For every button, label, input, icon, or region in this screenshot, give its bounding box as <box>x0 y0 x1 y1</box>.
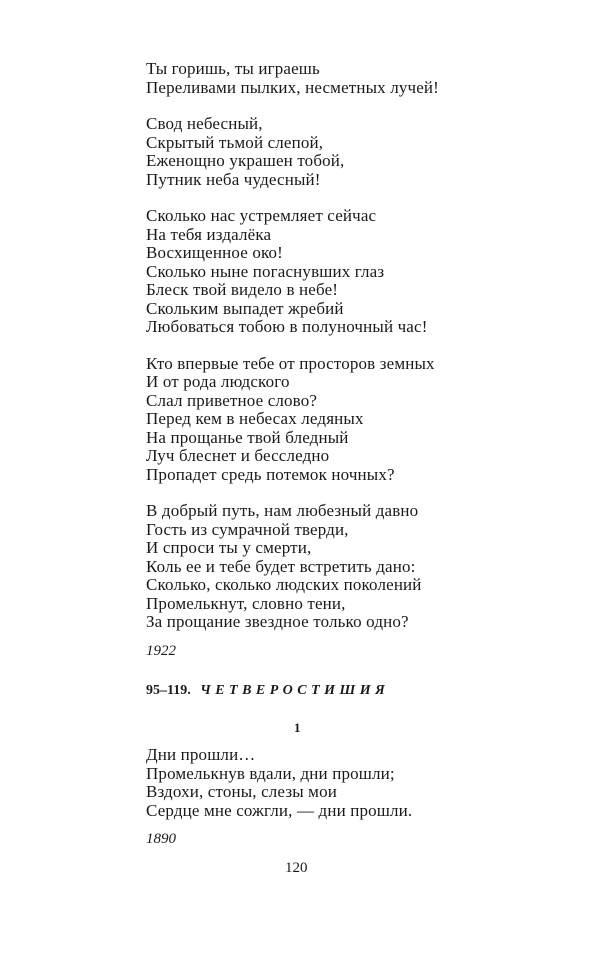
verse-line: Перед кем в небесах ледяных <box>146 409 364 428</box>
verse-line: Сколько, сколько людских поколений <box>146 575 422 594</box>
verse-line: Свод небесный, <box>146 114 263 133</box>
quatrain <box>146 746 506 820</box>
section-number-range: 95–119. <box>146 683 191 698</box>
verse-line: Промелькнув вдали, дни прошли; <box>146 763 395 783</box>
verse-line: Гость из сумрачной тверди, <box>146 519 349 539</box>
verse-line: И от рода людского <box>146 372 290 391</box>
verse-line: Пропадет средь потемок ночных? <box>146 464 395 484</box>
verse-line: И спроси ты у смерти, <box>146 538 312 557</box>
verse-line: В добрый путь, нам любезный давно <box>146 501 419 520</box>
verse-line: Любоваться тобою в полуночный час! <box>146 317 428 336</box>
verse-line: Блеск твой видело в небе! <box>146 280 339 299</box>
verse-line: Ты горишь, ты играешь <box>146 59 320 78</box>
quatrain-number: 1 <box>294 720 301 735</box>
verse-line: На тебя издалёка <box>146 224 272 244</box>
page-number: 120 <box>285 860 308 876</box>
verse-line: Коль ее и тебе будет встретить дано: <box>146 556 416 576</box>
verse-line: Луч блеснет и бесследно <box>146 446 330 465</box>
verse-line: Промелькнут, словно тени, <box>146 593 346 613</box>
verse-line: Скольким выпадет жребий <box>146 298 344 318</box>
section-title: ЧЕТВЕРОСТИШИЯ <box>200 683 390 698</box>
verse-line: Вздохи, стоны, слезы мои <box>146 782 337 801</box>
verse-line: Путник неба чудесный! <box>146 169 321 189</box>
stanza-3 <box>146 207 506 337</box>
verse-line: Еженощно украшен тобой, <box>146 151 345 170</box>
verse-line: Сердце мне сожгли, — дни прошли. <box>146 800 413 820</box>
verse-line: На прощанье твой бледный <box>146 427 349 447</box>
stanza-2 <box>146 115 506 189</box>
stanza-1 <box>146 60 506 97</box>
verse-line: Кто впервые тебе от просторов земных <box>146 353 435 373</box>
verse-line: Переливами пылких, несметных лучей! <box>146 77 439 97</box>
verse-line: Восхищенное око! <box>146 243 283 262</box>
verse-line: Сколько нас устремляет сейчас <box>146 206 377 225</box>
verse-line: Сколько ныне погаснувших глаз <box>146 261 385 281</box>
quatrain-year: 1890 <box>146 831 176 847</box>
verse-line: За прощание звездное только одно? <box>146 612 409 631</box>
section-heading <box>146 683 389 699</box>
verse-line: Скрытый тьмой слепой, <box>146 132 324 152</box>
verse-line: Дни прошли… <box>146 745 256 764</box>
verse-line: Слал приветное слово? <box>146 390 318 410</box>
poem <box>146 60 506 660</box>
poem-year: 1922 <box>146 642 176 659</box>
stanza-5 <box>146 502 506 632</box>
stanza-4 <box>146 355 506 485</box>
